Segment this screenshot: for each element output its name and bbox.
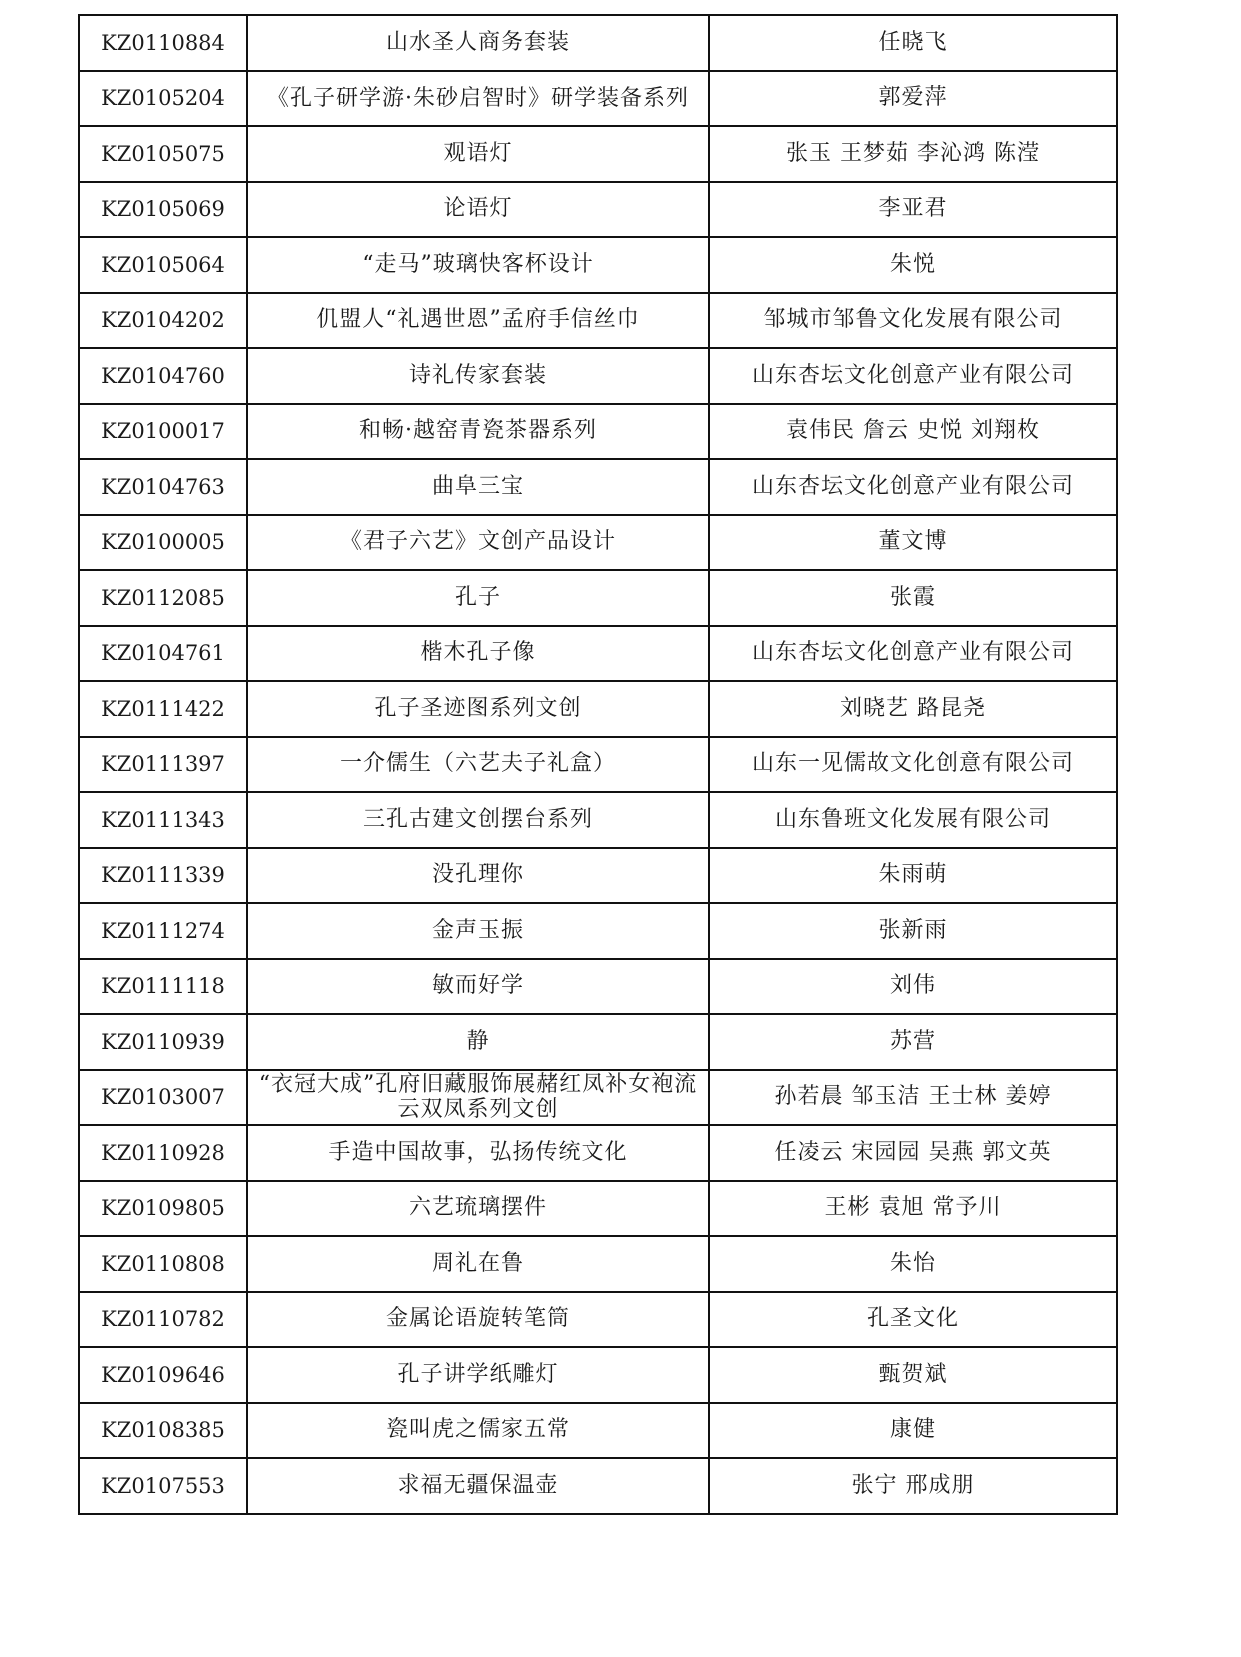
table-row bbox=[79, 182, 1117, 238]
author-cell: 山东一见儒故文化创意有限公司 bbox=[709, 737, 1117, 793]
author-cell: 山东杏坛文化创意产业有限公司 bbox=[709, 459, 1117, 515]
table-row bbox=[79, 1347, 1117, 1403]
author-cell: 朱怡 bbox=[709, 1236, 1117, 1292]
work-name-cell: 手造中国故事，弘扬传统文化 bbox=[247, 1125, 709, 1181]
table-row bbox=[79, 15, 1117, 71]
work-name-cell: 楷木孔子像 bbox=[247, 626, 709, 682]
author-cell: 郭爱萍 bbox=[709, 71, 1117, 127]
work-name-cell: 金声玉振 bbox=[247, 903, 709, 959]
entry-id-cell: KZ0110939 bbox=[79, 1014, 247, 1070]
entry-id-cell: KZ0111339 bbox=[79, 848, 247, 904]
work-name-cell: 静 bbox=[247, 1014, 709, 1070]
author-cell: 袁伟民 詹云 史悦 刘翔枚 bbox=[709, 404, 1117, 460]
author-cell: 康健 bbox=[709, 1403, 1117, 1459]
entry-id-cell: KZ0100017 bbox=[79, 404, 247, 460]
entry-id-cell: KZ0105075 bbox=[79, 126, 247, 182]
table-row bbox=[79, 1181, 1117, 1237]
work-name-cell: 孔子讲学纸雕灯 bbox=[247, 1347, 709, 1403]
entry-id-cell: KZ0111422 bbox=[79, 681, 247, 737]
work-name-cell: 周礼在鲁 bbox=[247, 1236, 709, 1292]
work-name-cell: 《君子六艺》文创产品设计 bbox=[247, 515, 709, 571]
author-cell: 甄贺斌 bbox=[709, 1347, 1117, 1403]
entry-id-cell: KZ0100005 bbox=[79, 515, 247, 571]
entry-id-cell: KZ0105204 bbox=[79, 71, 247, 127]
table-row bbox=[79, 737, 1117, 793]
table-row bbox=[79, 792, 1117, 848]
work-name-cell: 三孔古建文创摆台系列 bbox=[247, 792, 709, 848]
author-cell: 刘晓艺 路昆尧 bbox=[709, 681, 1117, 737]
awards-table-body bbox=[79, 15, 1117, 1514]
entry-id-cell: KZ0111397 bbox=[79, 737, 247, 793]
table-row bbox=[79, 848, 1117, 904]
table-row bbox=[79, 348, 1117, 404]
author-cell: 邹城市邹鲁文化发展有限公司 bbox=[709, 293, 1117, 349]
author-cell: 孔圣文化 bbox=[709, 1292, 1117, 1348]
author-cell: 王彬 袁旭 常予川 bbox=[709, 1181, 1117, 1237]
entry-id-cell: KZ0111343 bbox=[79, 792, 247, 848]
entry-id-cell: KZ0104760 bbox=[79, 348, 247, 404]
table-row bbox=[79, 237, 1117, 293]
table-row bbox=[79, 459, 1117, 515]
entry-id-cell: KZ0110928 bbox=[79, 1125, 247, 1181]
author-cell: 朱悦 bbox=[709, 237, 1117, 293]
author-cell: 董文博 bbox=[709, 515, 1117, 571]
entry-id-cell: KZ0109646 bbox=[79, 1347, 247, 1403]
entry-id-cell: KZ0112085 bbox=[79, 570, 247, 626]
work-name-cell: 孔子 bbox=[247, 570, 709, 626]
work-name-cell: 一介儒生（六艺夫子礼盒） bbox=[247, 737, 709, 793]
table-row bbox=[79, 515, 1117, 571]
table-row bbox=[79, 681, 1117, 737]
entry-id-cell: KZ0110782 bbox=[79, 1292, 247, 1348]
table-row bbox=[79, 1014, 1117, 1070]
table-row bbox=[79, 1458, 1117, 1514]
table-row bbox=[79, 126, 1117, 182]
work-name-cell: 论语灯 bbox=[247, 182, 709, 238]
entry-id-cell: KZ0109805 bbox=[79, 1181, 247, 1237]
work-name-cell: 诗礼传家套装 bbox=[247, 348, 709, 404]
table-row bbox=[79, 1070, 1117, 1126]
author-cell: 任凌云 宋园园 吴燕 郭文英 bbox=[709, 1125, 1117, 1181]
table-row bbox=[79, 903, 1117, 959]
work-name-cell: 没孔理你 bbox=[247, 848, 709, 904]
table-row bbox=[79, 626, 1117, 682]
table-row bbox=[79, 1403, 1117, 1459]
author-cell: 李亚君 bbox=[709, 182, 1117, 238]
work-name-cell: 敏而好学 bbox=[247, 959, 709, 1015]
entry-id-cell: KZ0104202 bbox=[79, 293, 247, 349]
author-cell: 张霞 bbox=[709, 570, 1117, 626]
table-row bbox=[79, 404, 1117, 460]
author-cell: 张宁 邢成朋 bbox=[709, 1458, 1117, 1514]
entry-id-cell: KZ0111274 bbox=[79, 903, 247, 959]
author-cell: 山东杏坛文化创意产业有限公司 bbox=[709, 626, 1117, 682]
table-row bbox=[79, 570, 1117, 626]
table-row bbox=[79, 959, 1117, 1015]
author-cell: 朱雨萌 bbox=[709, 848, 1117, 904]
work-name-cell: 山水圣人商务套装 bbox=[247, 15, 709, 71]
work-name-cell: 瓷叫虎之儒家五常 bbox=[247, 1403, 709, 1459]
author-cell: 张新雨 bbox=[709, 903, 1117, 959]
work-name-cell: 和畅·越窑青瓷茶器系列 bbox=[247, 404, 709, 460]
work-name-cell: “衣冠大成”孔府旧藏服饰展赭红凤补女袍流云双凤系列文创 bbox=[247, 1070, 709, 1126]
author-cell: 张玉 王梦茹 李沁鸿 陈滢 bbox=[709, 126, 1117, 182]
author-cell: 苏营 bbox=[709, 1014, 1117, 1070]
work-name-cell: 仉盟人“礼遇世恩”孟府手信丝巾 bbox=[247, 293, 709, 349]
entry-id-cell: KZ0103007 bbox=[79, 1070, 247, 1126]
entry-id-cell: KZ0110884 bbox=[79, 15, 247, 71]
work-name-cell: 求福无疆保温壶 bbox=[247, 1458, 709, 1514]
author-cell: 刘伟 bbox=[709, 959, 1117, 1015]
entry-id-cell: KZ0108385 bbox=[79, 1403, 247, 1459]
entry-id-cell: KZ0105069 bbox=[79, 182, 247, 238]
entry-id-cell: KZ0105064 bbox=[79, 237, 247, 293]
entry-id-cell: KZ0110808 bbox=[79, 1236, 247, 1292]
table-row bbox=[79, 293, 1117, 349]
entry-id-cell: KZ0107553 bbox=[79, 1458, 247, 1514]
work-name-cell: 曲阜三宝 bbox=[247, 459, 709, 515]
author-cell: 任晓飞 bbox=[709, 15, 1117, 71]
table-row bbox=[79, 1125, 1117, 1181]
work-name-cell: 金属论语旋转笔筒 bbox=[247, 1292, 709, 1348]
table-row bbox=[79, 1292, 1117, 1348]
awards-table bbox=[78, 14, 1118, 1515]
work-name-cell: 六艺琉璃摆件 bbox=[247, 1181, 709, 1237]
author-cell: 山东杏坛文化创意产业有限公司 bbox=[709, 348, 1117, 404]
work-name-cell: 观语灯 bbox=[247, 126, 709, 182]
entry-id-cell: KZ0104763 bbox=[79, 459, 247, 515]
entry-id-cell: KZ0104761 bbox=[79, 626, 247, 682]
author-cell: 孙若晨 邹玉洁 王士林 姜婷 bbox=[709, 1070, 1117, 1126]
entry-id-cell: KZ0111118 bbox=[79, 959, 247, 1015]
table-row bbox=[79, 71, 1117, 127]
work-name-cell: 《孔子研学游·朱砂启智时》研学装备系列 bbox=[247, 71, 709, 127]
work-name-cell: 孔子圣迹图系列文创 bbox=[247, 681, 709, 737]
table-row bbox=[79, 1236, 1117, 1292]
work-name-cell: “走马”玻璃快客杯设计 bbox=[247, 237, 709, 293]
author-cell: 山东鲁班文化发展有限公司 bbox=[709, 792, 1117, 848]
